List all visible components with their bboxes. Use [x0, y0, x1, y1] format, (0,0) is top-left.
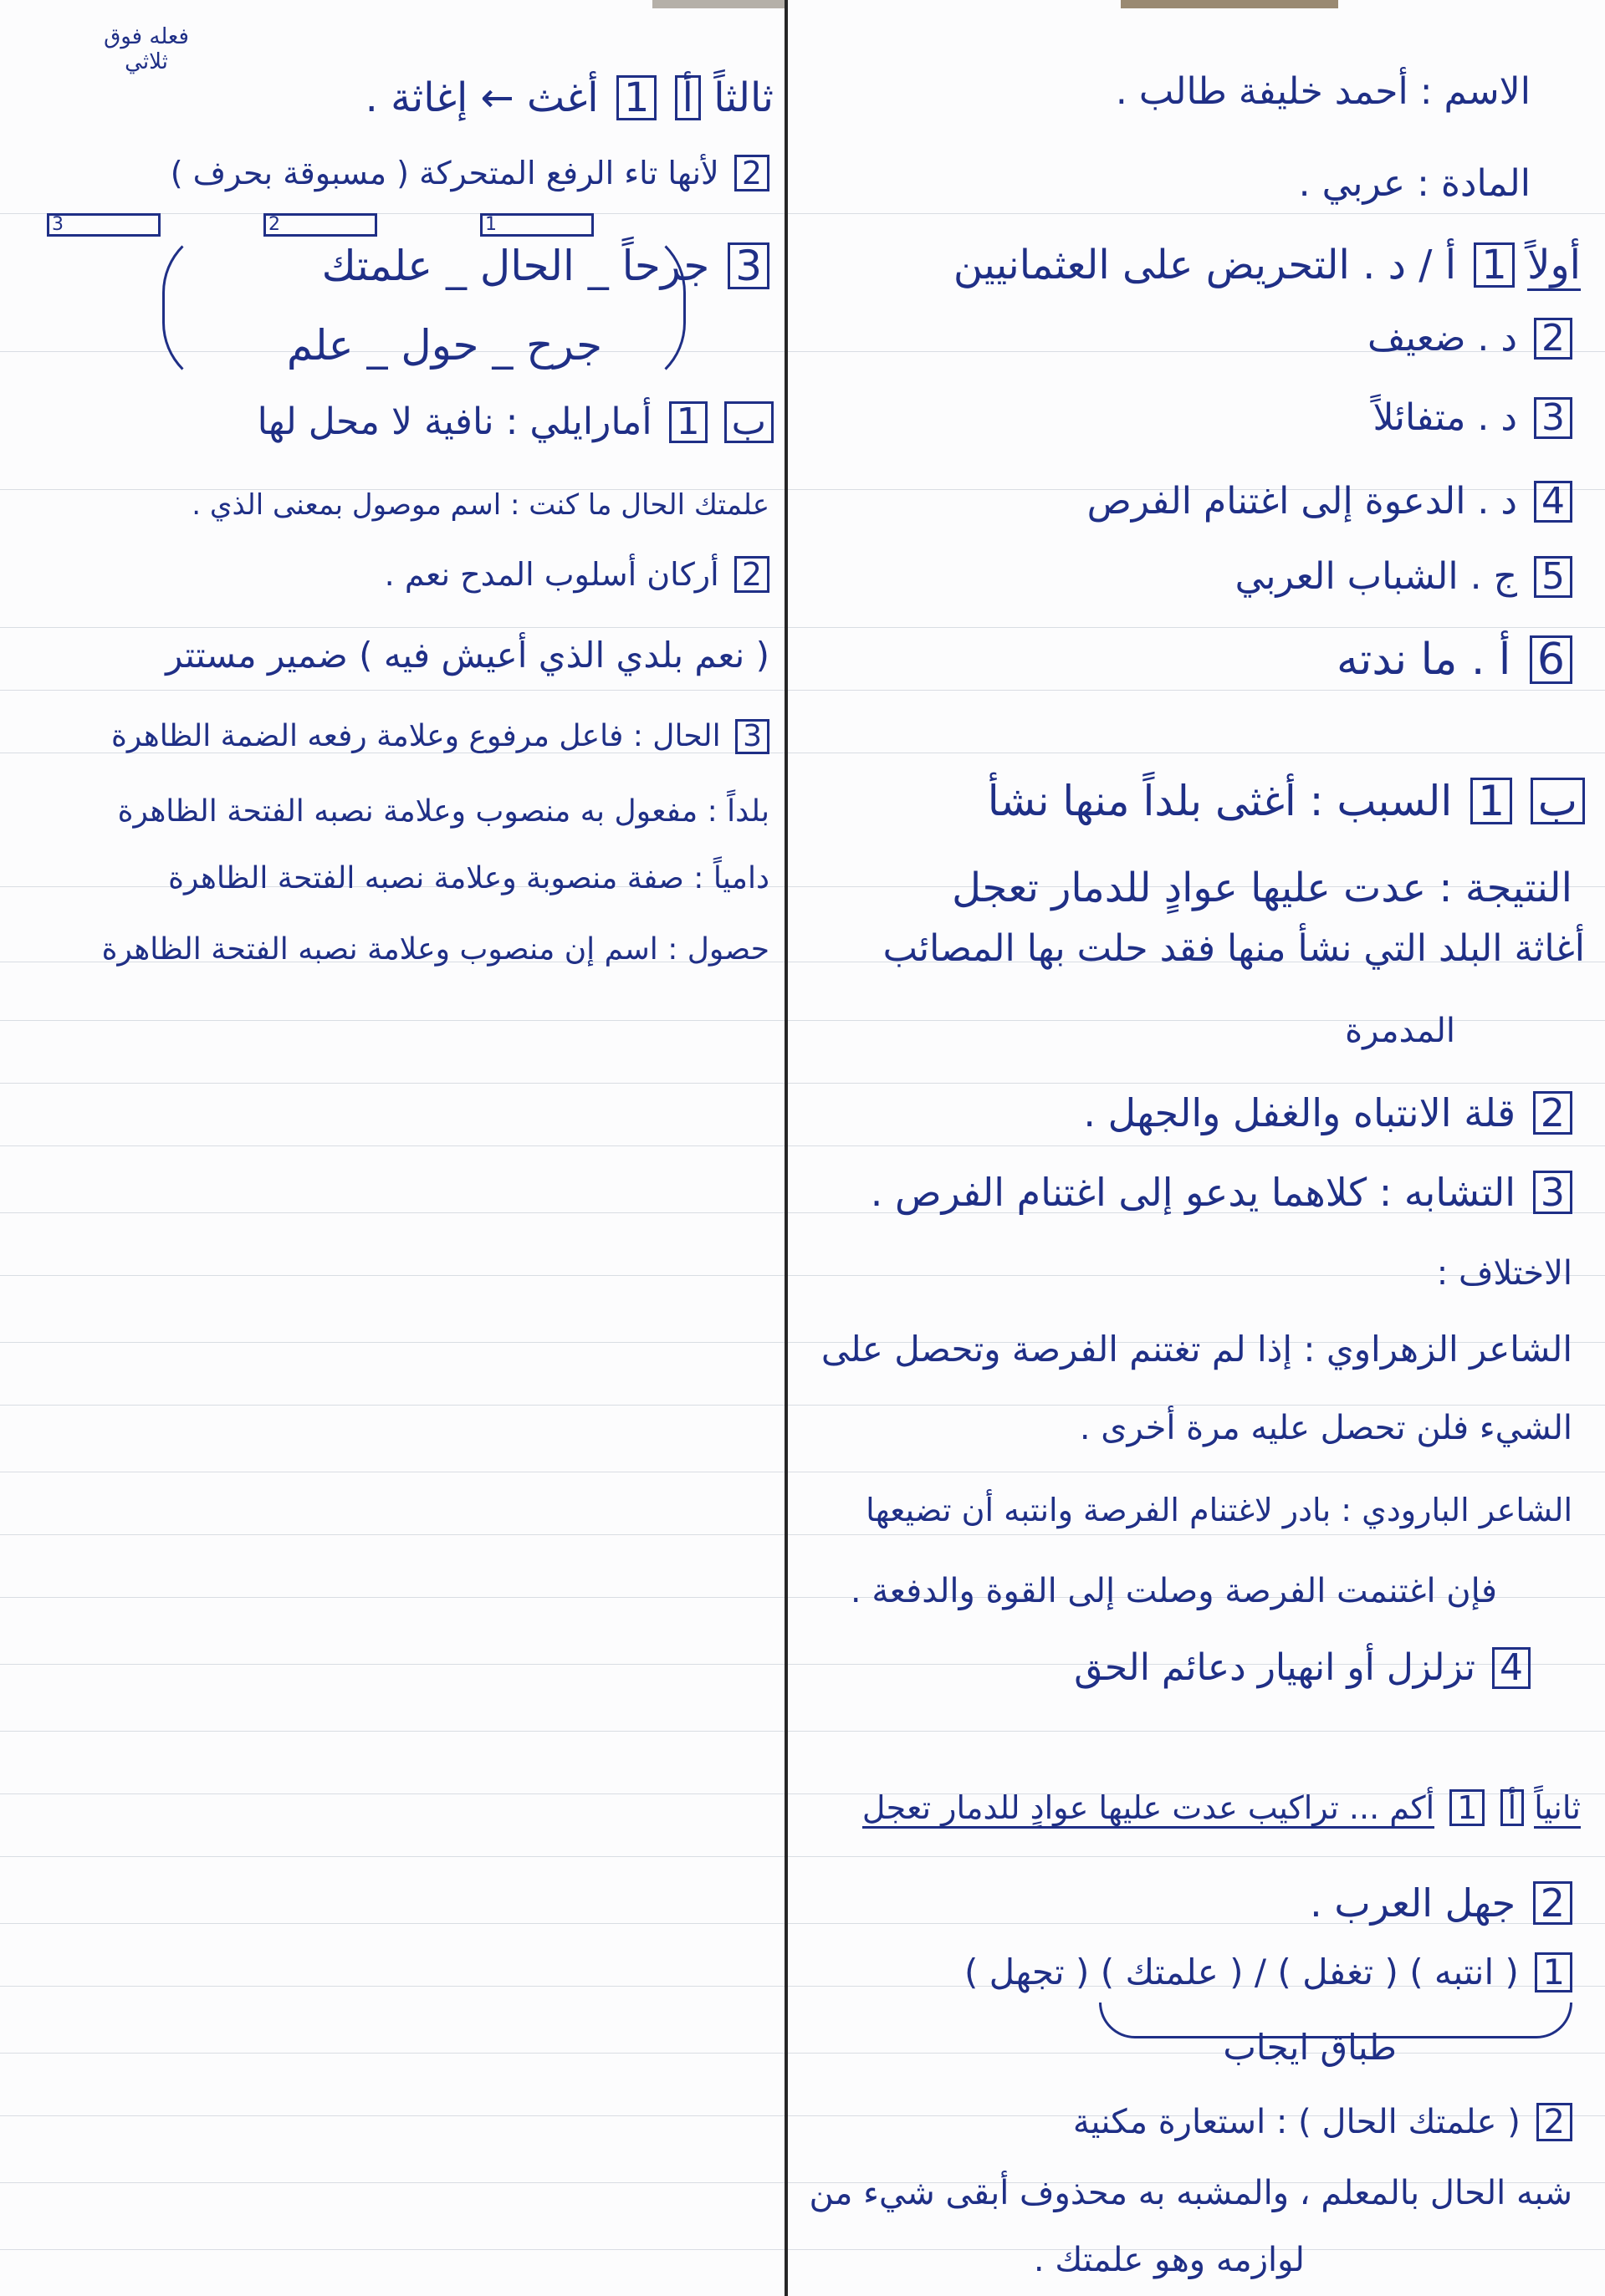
- section2-b-item1-text: ( انتبه ) ( تغفل ) / ( علمتك ) ( تجهل ): [964, 1952, 1519, 1992]
- left-b-label: ب: [724, 401, 774, 443]
- section3-item1-text: أغث ← إغاثة .: [365, 74, 599, 121]
- section1-item4-text: د . الدعوة إلى اغتنام الفرص: [1086, 480, 1517, 523]
- section3-item3-mark2: 2: [263, 213, 377, 237]
- section2-title: ثانياً: [1534, 1789, 1581, 1829]
- section1-item4: [1087, 481, 1572, 523]
- right-b-item3-number: 3: [1533, 1171, 1572, 1214]
- section1-item6: [1337, 635, 1572, 686]
- section2-item2-number: 2: [1533, 1881, 1572, 1925]
- section3-item3-line2: جرح _ حول _ علم: [286, 321, 602, 370]
- section1-item2: [1367, 318, 1572, 360]
- section2-b-item2-line1: شبه الحال بالمعلم ، والمشبه به محذوف أبقى شيء من: [809, 2174, 1572, 2212]
- section3-item2-text: لأنها تاء الرفع المتحركة ( مسبوقة بحرف ): [170, 155, 719, 191]
- right-b-item4: [1074, 1647, 1531, 1690]
- left-b-item1-line2: علمتك الحال ما كنت : اسم موصول بمعنى الذي .: [192, 488, 769, 522]
- section1-item1-number: 1: [1474, 242, 1515, 288]
- section2-b-item2: [1073, 2103, 1572, 2141]
- section2-item1-number: 1: [1449, 1789, 1485, 1826]
- section2-item2-text: جهل العرب .: [1310, 1880, 1516, 1926]
- section1-item2-number: 2: [1534, 318, 1572, 360]
- section2-b-item1: [964, 1952, 1572, 1992]
- right-b-item2-text: قلة الانتباه والغفل والجهل .: [1083, 1090, 1516, 1135]
- section1-title: أولاً: [1527, 242, 1581, 291]
- section2-b-item1-number: 1: [1535, 1952, 1572, 1992]
- left-b-item2-text: أركان أسلوب المدح نعم .: [384, 556, 719, 593]
- right-b-item2: [1083, 1091, 1572, 1135]
- section1-item3-text: د . متفائلاً: [1372, 396, 1517, 439]
- left-b-item3-line3: حصول : اسم إن منصوب وعلامة نصبه الفتحة الظاهرة: [101, 932, 769, 967]
- right-b-ikhtilaf-line1: الشاعر الزهراوي : إذا لم تغتنم الفرصة وتحصل على: [820, 1329, 1572, 1370]
- left-b-item1: [258, 401, 774, 444]
- right-b-ikhtilaf-line3: الشاعر البارودي : بادر لاغتنام الفرصة وانتبه أن تضيعها: [866, 1492, 1572, 1528]
- section2-b-item2-line2: لوازمه وهو علمتك .: [1033, 2241, 1305, 2279]
- section3-item1: [365, 75, 774, 121]
- left-b-item1-number: 1: [669, 401, 708, 443]
- left-b-item3-text: الحال : فاعل مرفوع وعلامة رفعه الضمة الظاهرة: [111, 719, 721, 753]
- right-b-ikhtilaf-line4: فإن اغتنمت الفرصة وصلت إلى القوة والدفعة .: [850, 1572, 1497, 1610]
- section1-item5-number: 5: [1534, 556, 1572, 598]
- right-b-ikhtilaf-label: الاختلاف :: [1436, 1254, 1572, 1293]
- section3-item3-line1: جرحاً _ الحال _ علمتك: [321, 242, 710, 290]
- column-divider: [785, 0, 788, 2296]
- left-b-item3: [111, 719, 769, 754]
- subject-line: المادة : عربي .: [1298, 162, 1531, 205]
- left-b-item3-line2: دامياً : صفة منصوبة وعلامة نصبه الفتحة الظاهرة: [168, 861, 769, 895]
- left-b-item2-line2: ( نعم بلدي الذي أعيش فيه ) ضمير مستتر: [166, 635, 769, 676]
- section1-item5-text: ج . الشباب العربي: [1234, 555, 1517, 598]
- section3-title: ثالثاً: [713, 74, 774, 121]
- section3-item2: [171, 155, 769, 192]
- right-column: [795, 0, 1589, 2296]
- left-b-item2: [385, 556, 769, 594]
- section1-item6-number: 6: [1530, 635, 1572, 684]
- name-line: الاسم : أحمد خليفة طالب .: [1115, 70, 1531, 113]
- section1-item2-text: د . ضعيف: [1367, 317, 1517, 360]
- section3-item1-label: أ: [675, 75, 701, 120]
- section3-item3-mark1: 1: [480, 213, 594, 237]
- right-b-item1: [988, 778, 1585, 826]
- section1-item6-text: أ . ما ندته: [1336, 635, 1511, 685]
- section2-b-item1-note: طباق ايجاب: [1223, 2027, 1397, 2068]
- left-b-item3-line1: بلداً : مفعول به منصوب وعلامة نصبه الفتحة الظاهرة: [117, 794, 769, 829]
- right-b-item4-number: 4: [1492, 1647, 1531, 1689]
- section3-item1-number: 1: [616, 75, 657, 120]
- left-column: [0, 0, 778, 2296]
- right-b-item3: [871, 1171, 1572, 1215]
- corner-note: فعله فوق ثلاثي: [104, 24, 189, 74]
- right-b-item1-line1: النتيجة : عدت عليها عوادٍ للدمار تعجل: [952, 865, 1572, 911]
- left-b-item2-number: 2: [734, 556, 769, 593]
- right-b-item1-number: 1: [1470, 778, 1512, 824]
- right-b-item1-line2: أغاثة البلد التي نشأ منها فقد حلت بها المصائب: [882, 927, 1585, 970]
- right-b-item2-number: 2: [1533, 1091, 1572, 1135]
- right-b-item1-line3: المدمرة: [1345, 1012, 1455, 1050]
- left-b-item3-number: 3: [735, 719, 769, 754]
- right-b-ikhtilaf-line2: الشيء فلن تحصل عليه مرة أخرى .: [1079, 1409, 1572, 1447]
- section2-item1-text: أكم ... تراكيب عدت عليها عوادٍ للدمار تعجل: [862, 1789, 1434, 1829]
- section3-item3-number: 3: [728, 242, 769, 289]
- section2-item1-label: أ: [1500, 1789, 1525, 1826]
- section1-item3-number: 3: [1534, 397, 1572, 439]
- section2-b-item2-number: 2: [1536, 2103, 1572, 2141]
- section2-item1: [862, 1789, 1581, 1827]
- section2-item2: [1310, 1881, 1572, 1926]
- right-b-item4-text: تزلزل أو انهيار دعائم الحق: [1074, 1646, 1475, 1689]
- right-b-item1-text: السبب : أغثى بلداً منها نشأ: [987, 777, 1453, 825]
- section1-item3: [1372, 397, 1572, 440]
- left-b-item1-text: أمارايلي : نافية لا محل لها: [257, 401, 652, 443]
- right-b-label: ب: [1531, 778, 1585, 824]
- section1-item1-text: أ / د . التحريض على العثمانيين: [953, 242, 1457, 288]
- section3-item3-mark3: 3: [47, 213, 161, 237]
- section2-b-item2-text: ( علمتك الحال ) : استعارة مكنية: [1072, 2103, 1521, 2141]
- section1-item4-number: 4: [1534, 481, 1572, 523]
- right-b-item3-text: التشابه : كلاهما يدعو إلى اغتنام الفرص .: [870, 1170, 1516, 1215]
- section3-item2-number: 2: [734, 155, 769, 191]
- section1-item1: [953, 242, 1581, 288]
- section3-item3-parenthesis: [162, 226, 686, 390]
- section1-item5: [1235, 556, 1572, 599]
